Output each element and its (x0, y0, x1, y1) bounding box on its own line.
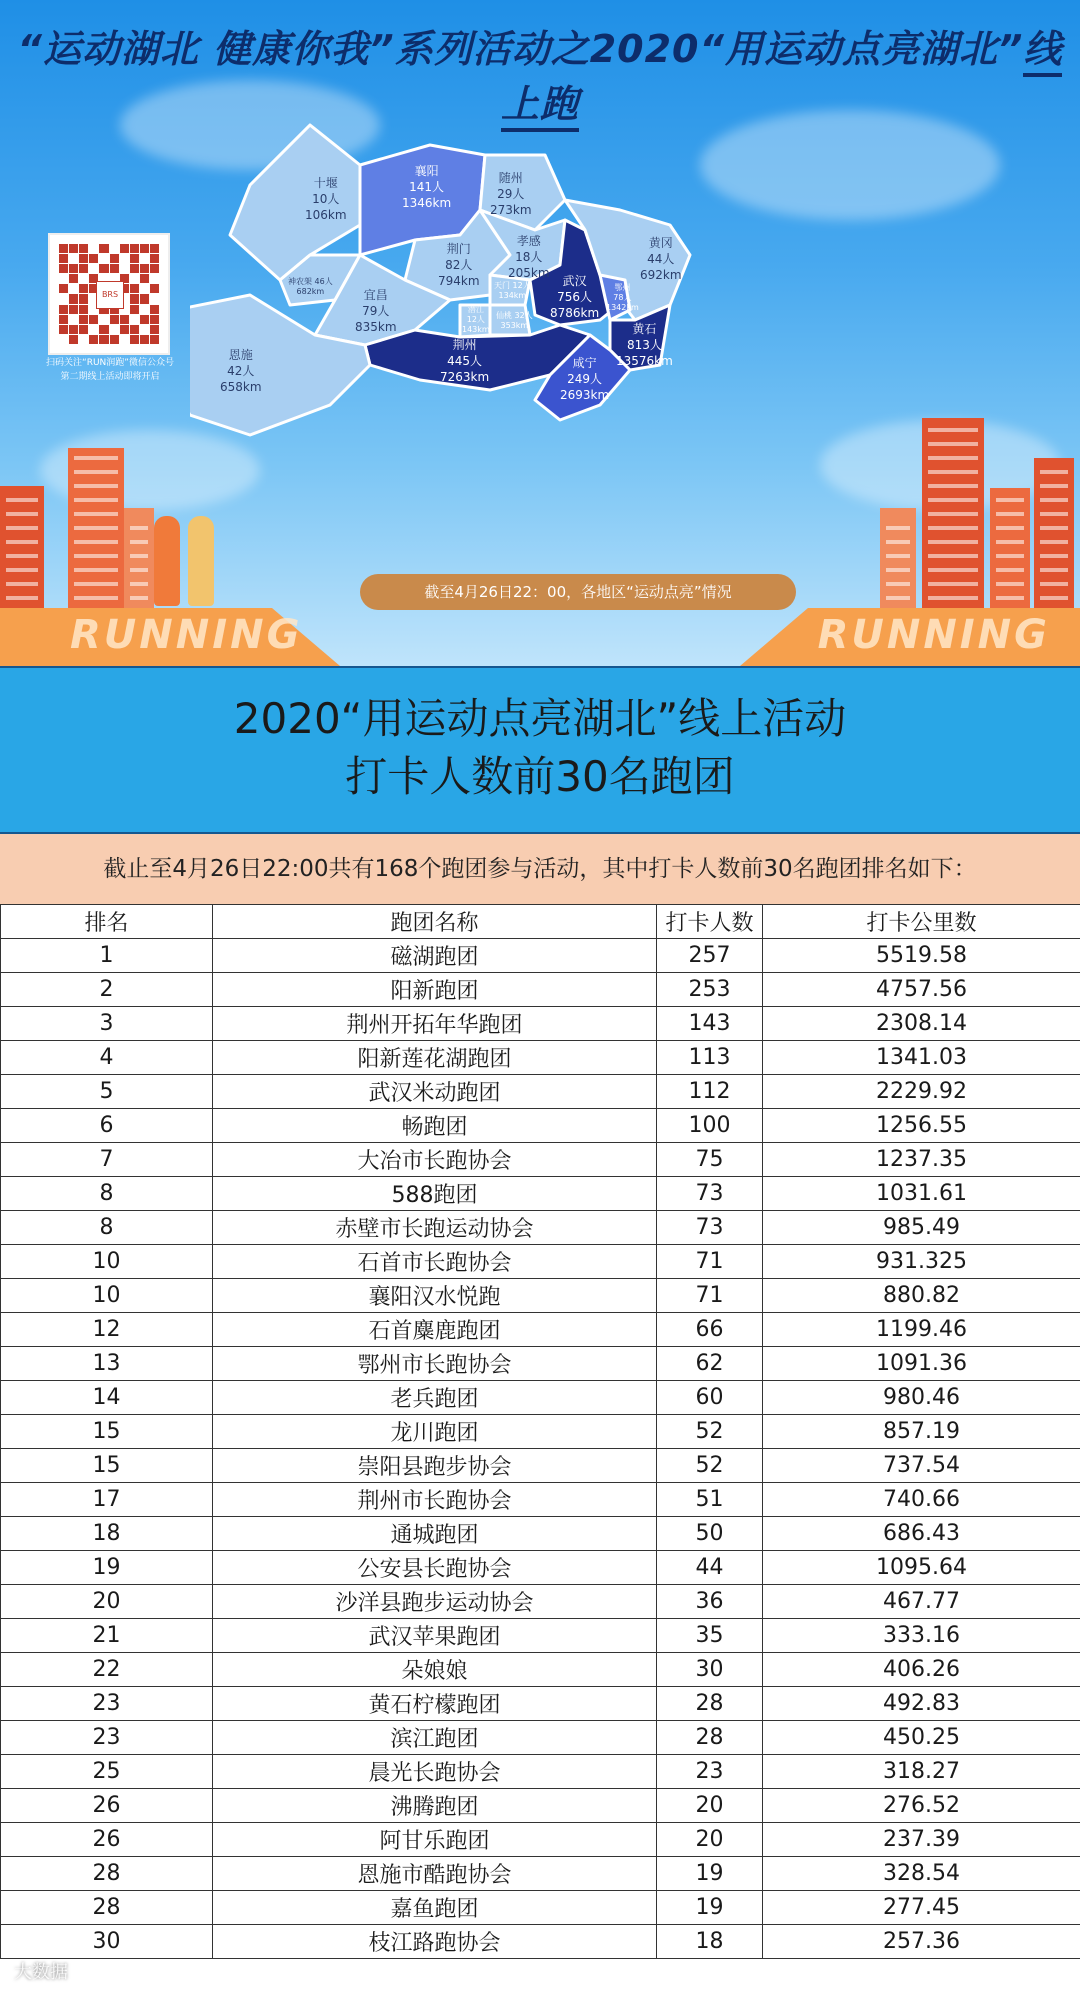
cell-team-name: 通城跑团 (213, 1517, 657, 1551)
cell-team-name: 嘉鱼跑团 (213, 1891, 657, 1925)
cell-distance: 1199.46 (763, 1313, 1080, 1347)
cell-distance: 740.66 (763, 1483, 1080, 1517)
cell-team-name: 武汉米动跑团 (213, 1075, 657, 1109)
table-row (1, 1653, 1080, 1687)
map-label-suizhou: 随州 29人 273km (490, 171, 532, 217)
map-label-shiyan: 十堰 10人 106km (305, 176, 347, 222)
cell-rank: 12 (1, 1313, 213, 1347)
cell-team-name: 襄阳汉水悦跑 (213, 1279, 657, 1313)
cell-rank: 30 (1, 1925, 213, 1959)
cell-team-name: 崇阳县跑步协会 (213, 1449, 657, 1483)
cell-distance: 686.43 (763, 1517, 1080, 1551)
map-label-yichang: 宜昌 79人 835km (355, 288, 397, 334)
table-row (1, 1007, 1080, 1041)
header-rank: 排名 (1, 905, 213, 939)
cell-rank: 5 (1, 1075, 213, 1109)
watermark: 大数据 (14, 1962, 68, 1983)
table-row (1, 1109, 1080, 1143)
table-row (1, 1245, 1080, 1279)
cell-team-name: 阳新跑团 (213, 973, 657, 1007)
map-label-jingzhou: 荆州 445人 7263km (440, 338, 490, 384)
cell-rank: 4 (1, 1041, 213, 1075)
cell-distance: 1095.64 (763, 1551, 1080, 1585)
table-row (1, 1347, 1080, 1381)
cell-distance: 492.83 (763, 1687, 1080, 1721)
cell-distance: 1341.03 (763, 1041, 1080, 1075)
cell-checkin-count: 23 (657, 1755, 763, 1789)
map-label-shennongjia: 神农架 46人 682km (288, 277, 333, 296)
map-label-huanggang: 黄冈 44人 692km (640, 236, 682, 282)
cell-distance: 1256.55 (763, 1109, 1080, 1143)
map-label-tianmen: 天门 12人 134km (494, 281, 531, 300)
cell-team-name: 朵娘娘 (213, 1653, 657, 1687)
running-text-right: RUNNING (817, 612, 1050, 658)
building-illustration (1034, 458, 1074, 618)
map-label-xiantao: 仙桃 32人 353km (496, 311, 533, 330)
hubei-map-shapes (190, 105, 910, 545)
runner-figure (154, 516, 180, 606)
table-row (1, 1381, 1080, 1415)
cell-checkin-count: 52 (657, 1449, 763, 1483)
cell-distance: 467.77 (763, 1585, 1080, 1619)
cell-checkin-count: 18 (657, 1925, 763, 1959)
cell-checkin-count: 60 (657, 1381, 763, 1415)
cell-checkin-count: 253 (657, 973, 763, 1007)
cell-checkin-count: 71 (657, 1279, 763, 1313)
cell-rank: 23 (1, 1721, 213, 1755)
cell-checkin-count: 51 (657, 1483, 763, 1517)
cell-checkin-count: 52 (657, 1415, 763, 1449)
ranking-table (0, 904, 1080, 1959)
table-row (1, 1619, 1080, 1653)
cell-team-name: 沸腾跑团 (213, 1789, 657, 1823)
map-label-huangshi: 黄石 813人 13576km (616, 322, 673, 368)
table-header-row (1, 905, 1080, 939)
cell-team-name: 大冶市长跑协会 (213, 1143, 657, 1177)
cell-rank: 19 (1, 1551, 213, 1585)
cell-distance: 2308.14 (763, 1007, 1080, 1041)
cell-distance: 450.25 (763, 1721, 1080, 1755)
table-row (1, 1891, 1080, 1925)
building-illustration (922, 418, 984, 618)
cell-team-name: 畅跑团 (213, 1109, 657, 1143)
cell-team-name: 588跑团 (213, 1177, 657, 1211)
building-illustration (68, 448, 124, 618)
cell-rank: 25 (1, 1755, 213, 1789)
table-row (1, 1143, 1080, 1177)
table-row (1, 1041, 1080, 1075)
cell-rank: 22 (1, 1653, 213, 1687)
map-label-jingmen: 荆门 82人 794km (438, 242, 480, 288)
cell-distance: 333.16 (763, 1619, 1080, 1653)
cell-distance: 980.46 (763, 1381, 1080, 1415)
cell-rank: 13 (1, 1347, 213, 1381)
cell-team-name: 恩施市酷跑协会 (213, 1857, 657, 1891)
cell-distance: 4757.56 (763, 973, 1080, 1007)
cell-checkin-count: 143 (657, 1007, 763, 1041)
qr-code[interactable] (50, 235, 168, 353)
cell-team-name: 荆州市长跑协会 (213, 1483, 657, 1517)
cell-team-name: 荆州开拓年华跑团 (213, 1007, 657, 1041)
cell-rank: 8 (1, 1177, 213, 1211)
cell-rank: 28 (1, 1891, 213, 1925)
cell-rank: 21 (1, 1619, 213, 1653)
table-row (1, 1721, 1080, 1755)
cell-team-name: 赤壁市长跑运动协会 (213, 1211, 657, 1245)
cell-rank: 15 (1, 1415, 213, 1449)
map-label-ezhou: 鄂州 78人 1342km (606, 283, 639, 312)
cell-distance: 931.325 (763, 1245, 1080, 1279)
cell-rank: 10 (1, 1245, 213, 1279)
qr-caption: 扫码关注“RUN润跑”微信公众号 第二期线上活动即将开启 (46, 358, 174, 382)
header-checkin-count: 打卡人数 (657, 905, 763, 939)
table-row (1, 939, 1080, 973)
cell-distance: 1237.35 (763, 1143, 1080, 1177)
cell-distance: 880.82 (763, 1279, 1080, 1313)
cell-distance: 1031.61 (763, 1177, 1080, 1211)
cell-checkin-count: 113 (657, 1041, 763, 1075)
cell-checkin-count: 35 (657, 1619, 763, 1653)
cell-checkin-count: 20 (657, 1823, 763, 1857)
table-row (1, 1517, 1080, 1551)
table-row (1, 1687, 1080, 1721)
cell-distance: 277.45 (763, 1891, 1080, 1925)
cell-team-name: 阿甘乐跑团 (213, 1823, 657, 1857)
cell-team-name: 滨江跑团 (213, 1721, 657, 1755)
cell-checkin-count: 62 (657, 1347, 763, 1381)
page-title: 2020“用运动点亮湖北”线上活动 打卡人数前30名跑团 (233, 694, 847, 801)
cell-team-name: 石首市长跑协会 (213, 1245, 657, 1279)
cell-checkin-count: 112 (657, 1075, 763, 1109)
table-row (1, 1857, 1080, 1891)
cell-rank: 18 (1, 1517, 213, 1551)
cell-distance: 318.27 (763, 1755, 1080, 1789)
cell-checkin-count: 30 (657, 1653, 763, 1687)
cell-rank: 10 (1, 1279, 213, 1313)
table-row (1, 1755, 1080, 1789)
building-illustration (990, 488, 1030, 618)
cell-checkin-count: 75 (657, 1143, 763, 1177)
cell-rank: 26 (1, 1823, 213, 1857)
cell-rank: 7 (1, 1143, 213, 1177)
table-row (1, 1925, 1080, 1959)
building-illustration (880, 508, 916, 618)
cell-distance: 406.26 (763, 1653, 1080, 1687)
cell-team-name: 阳新莲花湖跑团 (213, 1041, 657, 1075)
cell-rank: 2 (1, 973, 213, 1007)
cell-checkin-count: 71 (657, 1245, 763, 1279)
cell-checkin-count: 73 (657, 1211, 763, 1245)
cell-distance: 2229.92 (763, 1075, 1080, 1109)
building-illustration (0, 486, 44, 618)
header-distance: 打卡公里数 (763, 905, 1080, 939)
map-label-xiangyang: 襄阳 141人 1346km (402, 164, 452, 210)
cell-team-name: 枝江路跑协会 (213, 1925, 657, 1959)
banner-headline: “运动湖北 健康你我”系列活动之2020“用运动点亮湖北”线上跑 (0, 18, 1080, 128)
building-illustration (124, 508, 154, 618)
cell-rank: 8 (1, 1211, 213, 1245)
title-block (0, 666, 1080, 834)
cell-checkin-count: 66 (657, 1313, 763, 1347)
map-label-enshi: 恩施 42人 658km (220, 348, 262, 394)
cell-checkin-count: 28 (657, 1687, 763, 1721)
table-row (1, 973, 1080, 1007)
cell-checkin-count: 20 (657, 1789, 763, 1823)
cell-rank: 15 (1, 1449, 213, 1483)
map-label-xiaogan: 孝感 18人 205km (508, 234, 550, 280)
table-row (1, 1313, 1080, 1347)
cell-rank: 23 (1, 1687, 213, 1721)
cell-distance: 985.49 (763, 1211, 1080, 1245)
cell-rank: 26 (1, 1789, 213, 1823)
table-row (1, 1483, 1080, 1517)
cell-distance: 857.19 (763, 1415, 1080, 1449)
header-team-name: 跑团名称 (213, 905, 657, 939)
cell-distance: 276.52 (763, 1789, 1080, 1823)
map-label-wuhan: 武汉 756人 8786km (550, 274, 600, 320)
cell-team-name: 黄石柠檬跑团 (213, 1687, 657, 1721)
cell-team-name: 石首麋鹿跑团 (213, 1313, 657, 1347)
cell-team-name: 老兵跑团 (213, 1381, 657, 1415)
cell-rank: 17 (1, 1483, 213, 1517)
cell-distance: 328.54 (763, 1857, 1080, 1891)
cell-team-name: 晨光长跑协会 (213, 1755, 657, 1789)
cell-team-name: 鄂州市长跑协会 (213, 1347, 657, 1381)
table-row (1, 1551, 1080, 1585)
cell-distance: 1091.36 (763, 1347, 1080, 1381)
cell-checkin-count: 44 (657, 1551, 763, 1585)
table-row (1, 1789, 1080, 1823)
cell-rank: 1 (1, 939, 213, 973)
cell-team-name: 沙洋县跑步运动协会 (213, 1585, 657, 1619)
running-text-left: RUNNING (70, 612, 303, 658)
cell-distance: 257.36 (763, 1925, 1080, 1959)
map-caption: 截至4月26日22：00，各地区“运动点亮”情况 (360, 574, 796, 610)
runner-figure (188, 516, 214, 606)
cell-rank: 28 (1, 1857, 213, 1891)
cell-distance: 737.54 (763, 1449, 1080, 1483)
cell-checkin-count: 28 (657, 1721, 763, 1755)
hubei-map (190, 105, 910, 545)
cell-checkin-count: 19 (657, 1857, 763, 1891)
map-label-qianjiang: 潜江 12人 143km (462, 305, 490, 334)
cell-checkin-count: 100 (657, 1109, 763, 1143)
cell-team-name: 龙川跑团 (213, 1415, 657, 1449)
table-row (1, 1177, 1080, 1211)
cell-rank: 6 (1, 1109, 213, 1143)
table-row (1, 1075, 1080, 1109)
banner (0, 0, 1080, 666)
cell-team-name: 武汉苹果跑团 (213, 1619, 657, 1653)
cell-distance: 237.39 (763, 1823, 1080, 1857)
table-row (1, 1449, 1080, 1483)
cell-team-name: 磁湖跑团 (213, 939, 657, 973)
table-row (1, 1211, 1080, 1245)
cell-checkin-count: 36 (657, 1585, 763, 1619)
table-row (1, 1415, 1080, 1449)
cell-team-name: 公安县长跑协会 (213, 1551, 657, 1585)
cell-checkin-count: 50 (657, 1517, 763, 1551)
cell-checkin-count: 19 (657, 1891, 763, 1925)
cell-rank: 20 (1, 1585, 213, 1619)
cell-distance: 5519.58 (763, 939, 1080, 973)
cell-rank: 14 (1, 1381, 213, 1415)
map-label-xianning: 咸宁 249人 2693km (560, 356, 610, 402)
summary-text: 截止至4月26日22:00共有168个跑团参与活动，其中打卡人数前30名跑团排名如下： (0, 834, 1080, 904)
qr-logo: BRS (96, 281, 124, 309)
table-row (1, 1585, 1080, 1619)
table-row (1, 1279, 1080, 1313)
cell-rank: 3 (1, 1007, 213, 1041)
table-row (1, 1823, 1080, 1857)
cell-checkin-count: 257 (657, 939, 763, 973)
cell-checkin-count: 73 (657, 1177, 763, 1211)
